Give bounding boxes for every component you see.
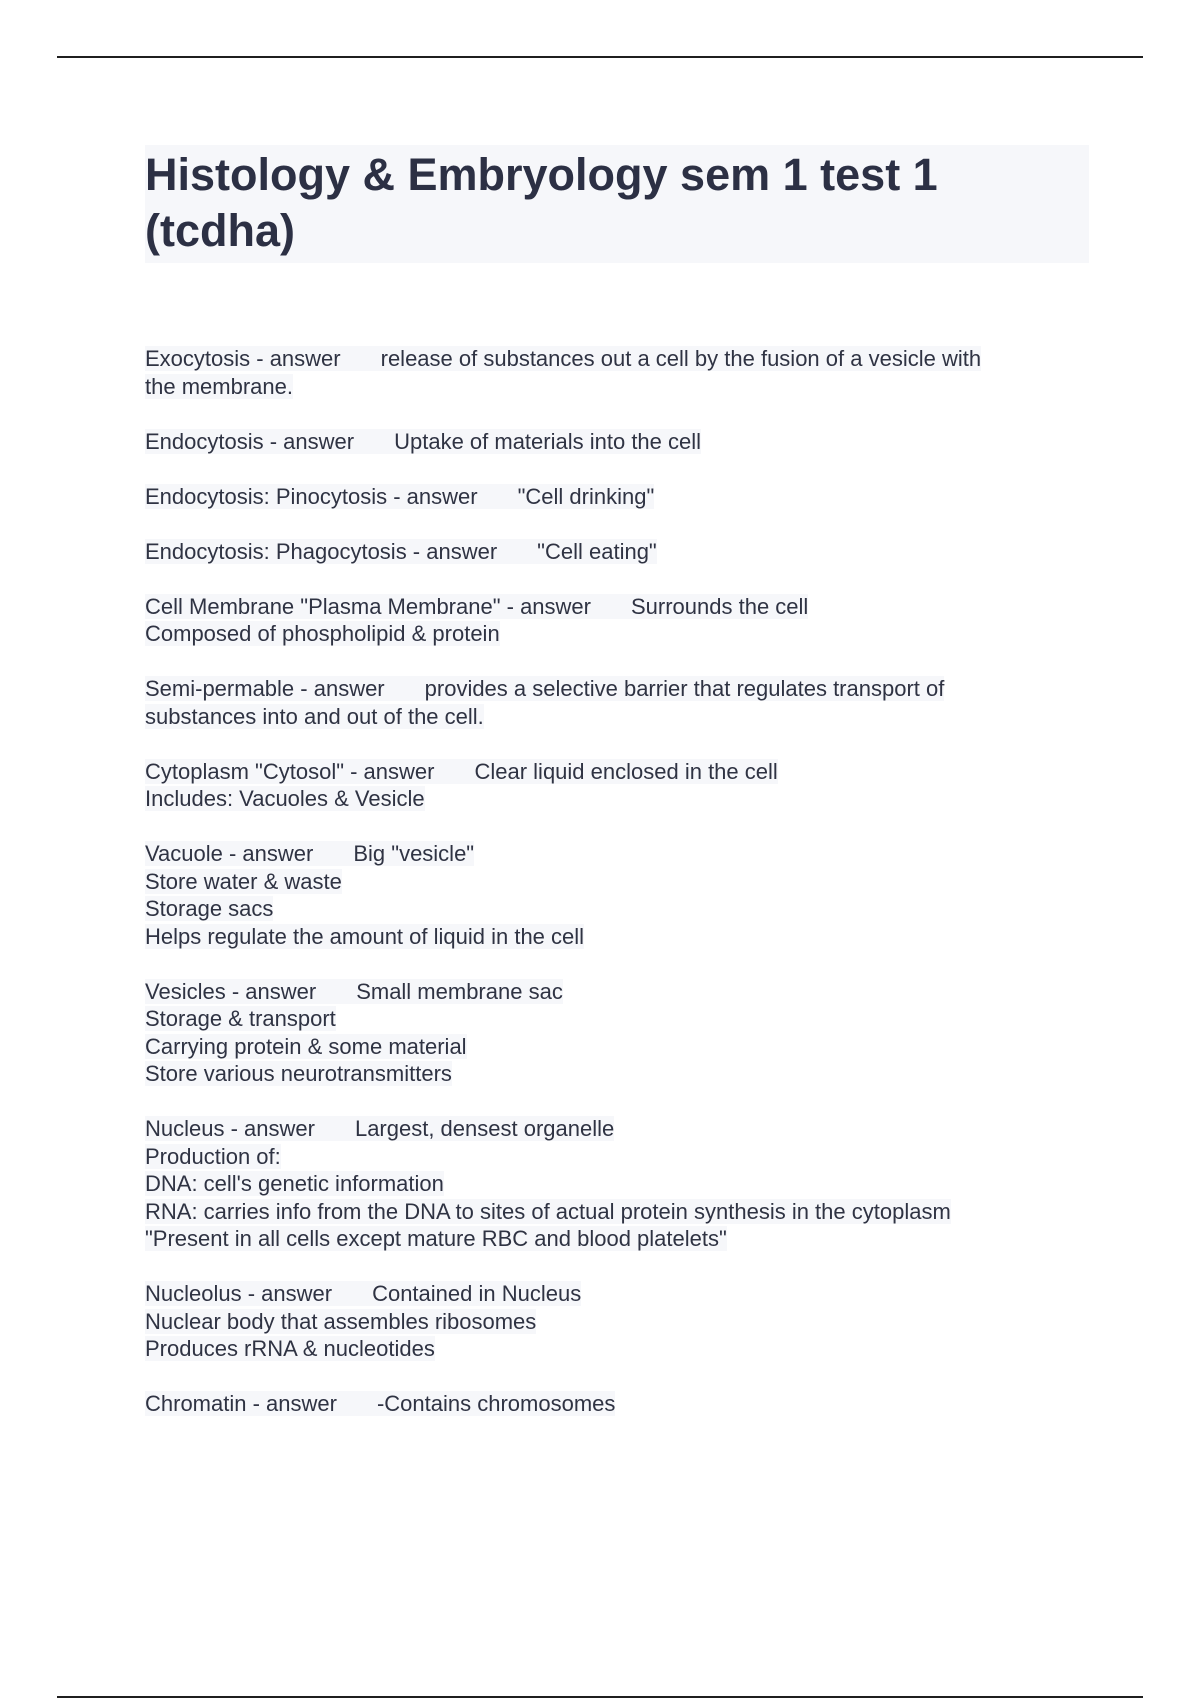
entry-answer-line: Surrounds the cell: [631, 593, 809, 619]
flashcard-list: [145, 345, 1089, 1418]
entry-answer-line: release of substances out a cell by the fusion of a vesicle with: [380, 346, 982, 371]
entry-term: Vacuole - answer: [145, 841, 314, 866]
entry-answer-line: Store various neurotransmitters: [145, 1061, 452, 1086]
entry-answer-line: Storage sacs: [145, 896, 274, 921]
entry-answer-line: Contained in Nucleus: [372, 1281, 582, 1306]
entry-term: Exocytosis - answer: [145, 346, 341, 371]
flashcard-entry: [145, 1115, 1089, 1253]
flashcard-entry: [145, 840, 1089, 950]
entry-answer-line: the membrane.: [145, 373, 293, 399]
entry-answer-line: substances into and out of the cell.: [145, 703, 484, 729]
flashcard-entry: [145, 593, 1089, 648]
entry-term: Cytoplasm "Cytosol" - answer: [145, 758, 435, 784]
entry-answer-line: "Present in all cells except mature RBC and blood platelets": [145, 1226, 727, 1251]
entry-answer-line: Includes: Vacuoles & Vesicle: [145, 786, 425, 811]
entry-term: Cell Membrane "Plasma Membrane" - answer: [145, 593, 591, 619]
entry-term: Endocytosis: Pinocytosis - answer: [145, 483, 478, 509]
entry-answer-line: "Cell drinking": [517, 483, 655, 509]
entry-answer-line: Big "vesicle": [353, 841, 475, 866]
entry-term: Endocytosis: Phagocytosis - answer: [145, 538, 498, 564]
entry-answer-line: Composed of phospholipid & protein: [145, 621, 500, 646]
page-title: Histology & Embryology sem 1 test 1 (tcdha): [145, 149, 938, 256]
entry-answer-line: Store water & waste: [145, 868, 342, 894]
entry-answer-line: Storage & transport: [145, 1006, 336, 1031]
entry-answer-line: RNA: carries info from the DNA to sites of actual protein synthesis in the cytoplasm: [145, 1198, 951, 1224]
entry-answer-line: -Contains chromosomes: [376, 1391, 616, 1416]
top-divider: [57, 56, 1143, 58]
entry-answer-line: Production of:: [145, 1143, 281, 1169]
document-page: [145, 145, 1089, 1445]
entry-answer-line: Largest, densest organelle: [354, 1116, 615, 1141]
flashcard-entry: [145, 345, 1089, 400]
entry-term: Endocytosis - answer: [145, 428, 355, 454]
entry-answer-line: Nuclear body that assembles ribosomes: [145, 1308, 537, 1334]
entry-term: Vesicles - answer: [145, 978, 317, 1004]
flashcard-entry: [145, 483, 1089, 511]
entry-answer-line: Carrying protein & some material: [145, 1033, 467, 1059]
entry-answer-line: Produces rRNA & nucleotides: [145, 1336, 435, 1361]
entry-answer-line: provides a selective barrier that regulates transport of: [424, 676, 945, 701]
title-block: [145, 145, 1089, 263]
entry-term: Nucleolus - answer: [145, 1281, 333, 1306]
entry-answer-line: Clear liquid enclosed in the cell: [474, 758, 778, 784]
flashcard-entry: [145, 428, 1089, 456]
entry-term: Chromatin - answer: [145, 1391, 337, 1416]
flashcard-entry: [145, 675, 1089, 730]
entry-answer-line: Helps regulate the amount of liquid in the cell: [145, 923, 585, 949]
flashcard-entry: [145, 758, 1089, 813]
flashcard-entry: [145, 1280, 1089, 1363]
entry-answer-line: "Cell eating": [537, 538, 657, 564]
entry-term: Nucleus - answer: [145, 1116, 315, 1141]
flashcard-entry: [145, 538, 1089, 566]
entry-term: Semi-permable - answer: [145, 676, 385, 701]
entry-answer-line: DNA: cell's genetic information: [145, 1171, 444, 1196]
bottom-divider: [57, 1696, 1143, 1698]
entry-answer-line: Uptake of materials into the cell: [394, 428, 702, 454]
entry-answer-line: Small membrane sac: [356, 978, 563, 1004]
flashcard-entry: [145, 978, 1089, 1088]
flashcard-entry: [145, 1390, 1089, 1418]
